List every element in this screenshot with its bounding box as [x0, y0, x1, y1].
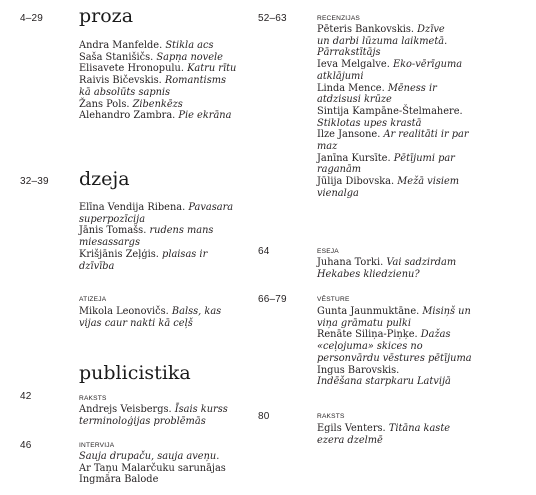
page-number: 42 — [20, 391, 32, 402]
list-item-cont — [317, 118, 469, 130]
author: Elīna Vendija Ribena. — [79, 202, 186, 213]
section-title-proza: proza — [79, 5, 134, 27]
author: Andrejs Veisbergs. — [79, 404, 172, 415]
work-title: Ar realitāti ir par — [383, 129, 469, 141]
section-title-publicistika: publicistika — [79, 362, 191, 384]
work-title-cont: «ceļojuma» skices no — [317, 341, 423, 353]
author: Alehandro Zambra. — [79, 110, 176, 122]
list-item — [317, 106, 469, 118]
author: Ieva Melgalve. — [317, 59, 390, 71]
author: Juhana Torki. — [317, 257, 384, 268]
toc-entry[interactable] — [317, 306, 472, 388]
work-title-cont: maz — [317, 141, 338, 153]
work-title: Pavasara — [188, 202, 234, 213]
work-title: Mēness ir — [387, 82, 437, 94]
work-title-cont: raganām — [317, 164, 362, 176]
work-title-cont: dzīvība — [79, 260, 115, 272]
author: Pēteris Bankovskis. — [317, 24, 415, 35]
list-item — [79, 463, 226, 475]
list-item — [79, 110, 236, 122]
work-title: Katru rītu — [187, 63, 237, 75]
work-title-cont: Hekabes kliedzienu? — [317, 268, 420, 280]
list-item — [317, 24, 469, 36]
list-item — [79, 75, 236, 87]
list-item — [317, 329, 472, 341]
work-title: Mežā visiem — [397, 176, 460, 188]
list-item — [79, 99, 236, 111]
list-item — [79, 202, 233, 214]
list-item — [317, 257, 456, 269]
author: Janīna Kursīte. — [317, 152, 391, 164]
list-item-cont — [79, 87, 236, 99]
work-title-cont: Indēšana starpkaru Latvijā — [317, 376, 451, 388]
work-title-cont: atklājumi — [317, 70, 364, 82]
work-title-cont: vienalga — [317, 187, 359, 199]
work-title: Zibenkēzs — [132, 98, 183, 110]
page-number: 80 — [258, 411, 270, 422]
list-item-cont — [317, 141, 469, 153]
work-title: Balss, kas — [171, 306, 222, 317]
list-item — [317, 306, 472, 318]
page-range-vesture: 66–79 — [258, 294, 287, 305]
work-title-cont: miesassargs — [79, 237, 140, 249]
author: Jūlija Dibovska. — [317, 176, 395, 188]
list-item — [317, 153, 469, 165]
work-title: Sauja drupaču, sauja aveņu. — [79, 451, 220, 462]
work-title-cont: personvārdu vēstures pētījuma — [317, 352, 472, 364]
subsection-label-atizeja: ATIZEJA — [79, 296, 107, 303]
work-title: Eko-vērīguma — [392, 59, 463, 71]
list-item-cont — [79, 237, 233, 249]
list-item-cont — [317, 164, 469, 176]
author: Ingus Barovskis. — [317, 364, 400, 376]
toc-entry[interactable] — [317, 423, 450, 446]
toc-entry[interactable] — [79, 202, 233, 272]
list-item — [79, 52, 236, 64]
list-item — [79, 306, 221, 318]
list-item — [79, 40, 236, 52]
toc-entry[interactable] — [317, 24, 469, 200]
work-title: Stikla acs — [165, 40, 214, 51]
byline: Ar Taņu Malarčuku sarunājas — [79, 462, 226, 474]
work-title-cont: atdzisusi krūze — [317, 94, 392, 106]
list-item — [79, 63, 236, 75]
author: Elisavete Hronopulu. — [79, 63, 184, 75]
work-title: Sapņa novele — [156, 51, 223, 63]
author: Saša Stanišičs. — [79, 51, 154, 63]
work-title: Titāna kaste — [388, 423, 451, 434]
list-item — [79, 249, 233, 261]
work-title-cont: kā absolūts sapnis — [79, 86, 171, 98]
list-item — [79, 474, 226, 486]
work-title: plaisas ir — [162, 248, 208, 260]
subsection-label-raksts: RAKSTS — [317, 413, 345, 420]
work-title-cont: terminoloģijas problēmās — [79, 415, 206, 427]
list-item-cont — [317, 376, 472, 388]
page-number: 46 — [20, 440, 32, 451]
list-item-cont — [79, 214, 233, 226]
subsection-label-eseja: ESEJA — [317, 248, 339, 255]
work-title: rudens mans — [149, 225, 214, 237]
list-item — [317, 423, 450, 435]
author: Sintija Kampāne-Štelmahere. — [317, 105, 463, 117]
toc-entry[interactable] — [317, 257, 456, 280]
list-item-cont — [317, 94, 469, 106]
list-item — [79, 451, 226, 463]
author: Renāte Siliņa-Piņķe. — [317, 329, 418, 341]
list-item — [317, 365, 472, 377]
work-title: Misiņš un — [422, 306, 471, 317]
toc-entry[interactable] — [79, 40, 236, 122]
work-title: Pētījumi par — [393, 152, 455, 164]
list-item-cont — [317, 47, 469, 59]
list-item-cont — [317, 269, 456, 281]
list-item-cont — [317, 353, 472, 365]
work-title-cont: Pārrakstītājs — [317, 47, 381, 59]
list-item — [317, 129, 469, 141]
list-item-cont — [79, 416, 228, 428]
list-item-cont — [79, 318, 221, 330]
list-item-cont — [317, 71, 469, 83]
work-title-cont: Stiklotas upes krastā — [317, 117, 422, 129]
page-range-recenzijas: 52–63 — [258, 13, 287, 24]
toc-entry[interactable] — [79, 451, 226, 486]
list-item-cont — [317, 188, 469, 200]
author: Egils Venters. — [317, 423, 386, 434]
toc-entry[interactable] — [79, 404, 228, 427]
work-title: Dažas — [420, 329, 451, 341]
author: Žans Pols. — [79, 98, 130, 110]
list-item-cont — [317, 36, 469, 48]
work-title: Romantisms — [164, 75, 227, 87]
author: Linda Mence. — [317, 82, 385, 94]
work-title-cont: vijas caur nakti kā ceļš — [79, 317, 193, 329]
subsection-label-vesture: VĒSTURE — [317, 296, 350, 303]
byline: Ingmāra Balode — [79, 474, 159, 486]
list-item-cont — [317, 435, 450, 447]
subsection-label-intervija: INTERVIJA — [79, 442, 115, 449]
list-item-cont — [317, 341, 472, 353]
toc-entry[interactable] — [79, 306, 221, 329]
author: Andra Manfelde. — [79, 40, 163, 51]
author: Krišjānis Zeļģis. — [79, 248, 159, 260]
page-range-proza: 4–29 — [20, 13, 44, 24]
author: Ilze Jansone. — [317, 129, 381, 141]
work-title-cont: superpozīcija — [79, 213, 146, 225]
page-number: 64 — [258, 246, 270, 257]
author: Gunta Jaunmuktāne. — [317, 306, 420, 317]
list-item — [79, 225, 233, 237]
author: Jānis Tomašs. — [79, 225, 147, 237]
work-title: Dzīve — [417, 24, 445, 35]
section-title-dzeja: dzeja — [79, 168, 130, 190]
work-title: Pie ekrāna — [178, 110, 232, 122]
work-title: Īsais kurss — [174, 404, 228, 415]
work-title-cont: ezera dzelmē — [317, 434, 383, 446]
subsection-label-recenzijas: RECENZIJAS — [317, 15, 361, 22]
list-item-cont — [317, 318, 472, 330]
work-title: Vai sadzirdam — [386, 257, 457, 268]
work-title-cont: viņa grāmatu pulki — [317, 317, 412, 329]
list-item — [317, 176, 469, 188]
list-item — [317, 59, 469, 71]
list-item — [79, 404, 228, 416]
list-item-cont — [79, 261, 233, 273]
list-item — [317, 83, 469, 95]
work-title-cont: un darbi lūzuma laikmetā. — [317, 35, 448, 47]
author: Mikola Leonovičs. — [79, 306, 169, 317]
subsection-label-raksts: RAKSTS — [79, 395, 107, 402]
author: Raivis Bičevskis. — [79, 75, 162, 87]
page-range-dzeja: 32–39 — [20, 176, 49, 187]
